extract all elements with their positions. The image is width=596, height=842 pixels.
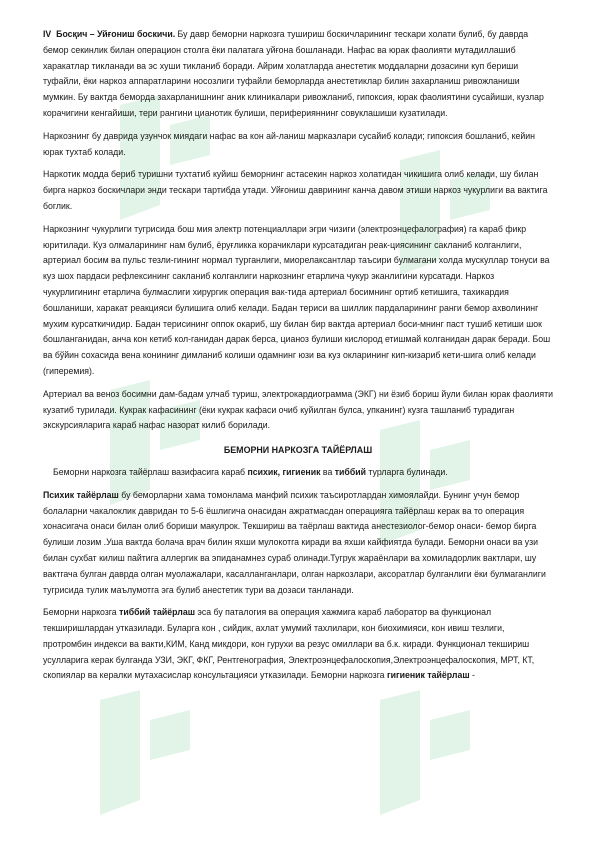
intro-text: Беморни наркозга тайёрлаш вазифасига караб (53, 466, 248, 477)
paragraph-4: Наркознинг чукурлиги тугрисида бош мия электр потенциаллари эгри чизиги (электроэнцефалография) га караб фикр юритилади. Куз олмаларининг нам булиб, ёруғликка корачиклари курсатадиган реак-циясининг сакланиб колганлиги, артериал босим ва пульс тезли-гининг нормал турганлиги, миорелаксантлар таъсири булмагани холда мускуллар тонуси ва куз шох пардаси рефлексининг сакланиб колганлиги наркознинг етарлича чукур эканлигини курсатади. Наркоз чукурлигининг етарлича булмаслиги хирургик операция вак-тида артериал босимнинг ортиб кетишига, тахикардия бошланиши, харакат реакцияси булишига олиб келади. Бадан териси ва шиллик пардаларининг ранги бемор ахволининг мухим курсаткичидир. Бадан терисининг оппок окариб, шу билан бир вактда артериал боси-мнинг паст тушиб кетиши шок бошланганидан, анча кон кетиб кол-ганидан дарак берса, цианоз булиши кислород етишмай колганидан дарак беради. Бош ва бўйин сохасида вена конининг димланиб колиши одамнинг юзи ва куз окларининг кип-кизариб кети-шига олиб келади (гиперемия). (43, 223, 551, 376)
term-hygienic-prep: гигиеник тайёрлаш (386, 670, 470, 681)
intro-bold-psychic: психик, гигиеник (247, 466, 321, 477)
paragraph-text: бу беморларни хама томонлама манфий психик таъсиротлардан химоялайди. Бунинг учун бемор болаларни чакалоклик давридан то 5-6 ёшлигича онасидан ажратмасдан операцияга тайёрлаш керак ва то операция хонасигача онаси билан олиб бориши макулрок. Текшириш ва таёрлаш вактида анестезиолог-бемор онаси- бемор бирга булиши лозим .Уша вактда болача врач билин яхши мулокотга киради ва яхши кайфиятда булади. Беморни онаси ва узи билан сухбат килиш пайтига аллергик ва эпиданамнез сураб олинади.Тугрук жараёнлари ва хомиладорлик вактлари, шу вактгача булган даврда олган муолажалари, касалланганлари, олган наркозлари, аксоратлар булганлиги ёки булмаганлиги тугрисида тулик маълумотга эга булиб анестетик тури ва дозаси танланади. (43, 489, 546, 595)
paragraph-text: - (469, 670, 475, 681)
paragraph-2: Наркознинг бу даврида узунчок миядаги нафас ва кон ай-ланиш марказлари сусайиб колади; гипоксия бошланиб, кейин юрак тухтаб колади. (43, 130, 535, 157)
section-title: Босқич – Уйғониш боскичи. (56, 29, 176, 39)
intro-bold-medical: тиббий (334, 466, 366, 477)
term-medical-prep: тиббий тайёрлаш (119, 607, 195, 618)
paragraph-text: эса бу паталогия ва операция хажмига караб лаборатор ва функционал текширишлардан утказилади. Буларга кон , сийдик, ахлат умумий тахлилари, кон биохимияси, кон ивиш тезлиги, протромбин индекси ва вакти,КИМ, Канд микдори, кон гурухи ва резус омиллари ва б.к. киради. Функционал текшириш усулларига керак булганда УЗИ, ЭКГ, ФКГ, Рентгенография, Электроэнцефалоскопия,Электроэнцефалоскопия, МРТ, КТ, скопиялар ва кералки мутахасислар консультацияси утказилади. Беморни наркозга (43, 607, 535, 681)
intro-text: ва (320, 466, 335, 477)
section-label: IV (43, 29, 52, 39)
paragraph-text: Бу давр беморни наркозга тушириш боскичларининг тескари холати булиб, бу даврда бемор секинлик билан операцион столга ёки палатага уйғона бошланади. Нафас ва юрак фаолияти мутадиллашиб харакатлар тикланади ва эс хуши тикланиб боради. Айрим холатларда анестетик моддаларни дозасини куп бериши туфайли, ёки наркоз аппаратларини носозлиги туфайли беморларда анестетиклар билин захарланиш ривожланиши мумкин. Бу вактда беморда захарланишнинг аник клиникалари ривожланиб, гипоксия, юрак фаолиятини сусайиши, кузлар корачигини кенгайиши, тери рангини цианотик булиши, периферияннинг совуклашиши кузатилади. (43, 29, 544, 118)
paragraph-text: Беморни наркозга (43, 607, 120, 618)
paragraph-stage-four (43, 27, 553, 122)
paragraph-psychic-prep (43, 488, 553, 599)
paragraph-5: Артериал ва веноз босимни дам-бадам улчаб туриш, электрокардиограмма (ЭКГ) ни ёзиб бориш йули билан юрак фаолияти кузатиб турилади. Кукрак кафасининг (ёки кукрак кафаси очиб куйилган булса, упканинг) кузга ташланиб турадиган экскурсияларига караб нафас назорат килиб борилади. (43, 388, 553, 431)
paragraph-3: Наркотик модда бериб туришни тухтатиб куйиш беморнинг астасекин наркоз холатидан чикишига олиб келади, шу билан бирга наркоз боскичлари энди тескари тартибда утади. Уйғониш даврининг канча давом этиши наркоз чукурлиги ва вактига боглик. (43, 169, 548, 211)
watermark-logo-5 (80, 690, 200, 830)
intro-paragraph (43, 465, 553, 481)
section-heading: БЕМОРНИ НАРКОЗГА ТАЙЁРЛАШ (223, 445, 373, 456)
document-page (43, 27, 553, 684)
term-psychic-prep: Психик тайёрлаш (43, 489, 119, 500)
paragraph-medical-prep (43, 605, 553, 684)
intro-text: турларга булинади. (366, 466, 448, 477)
watermark-logo-6 (360, 690, 480, 830)
